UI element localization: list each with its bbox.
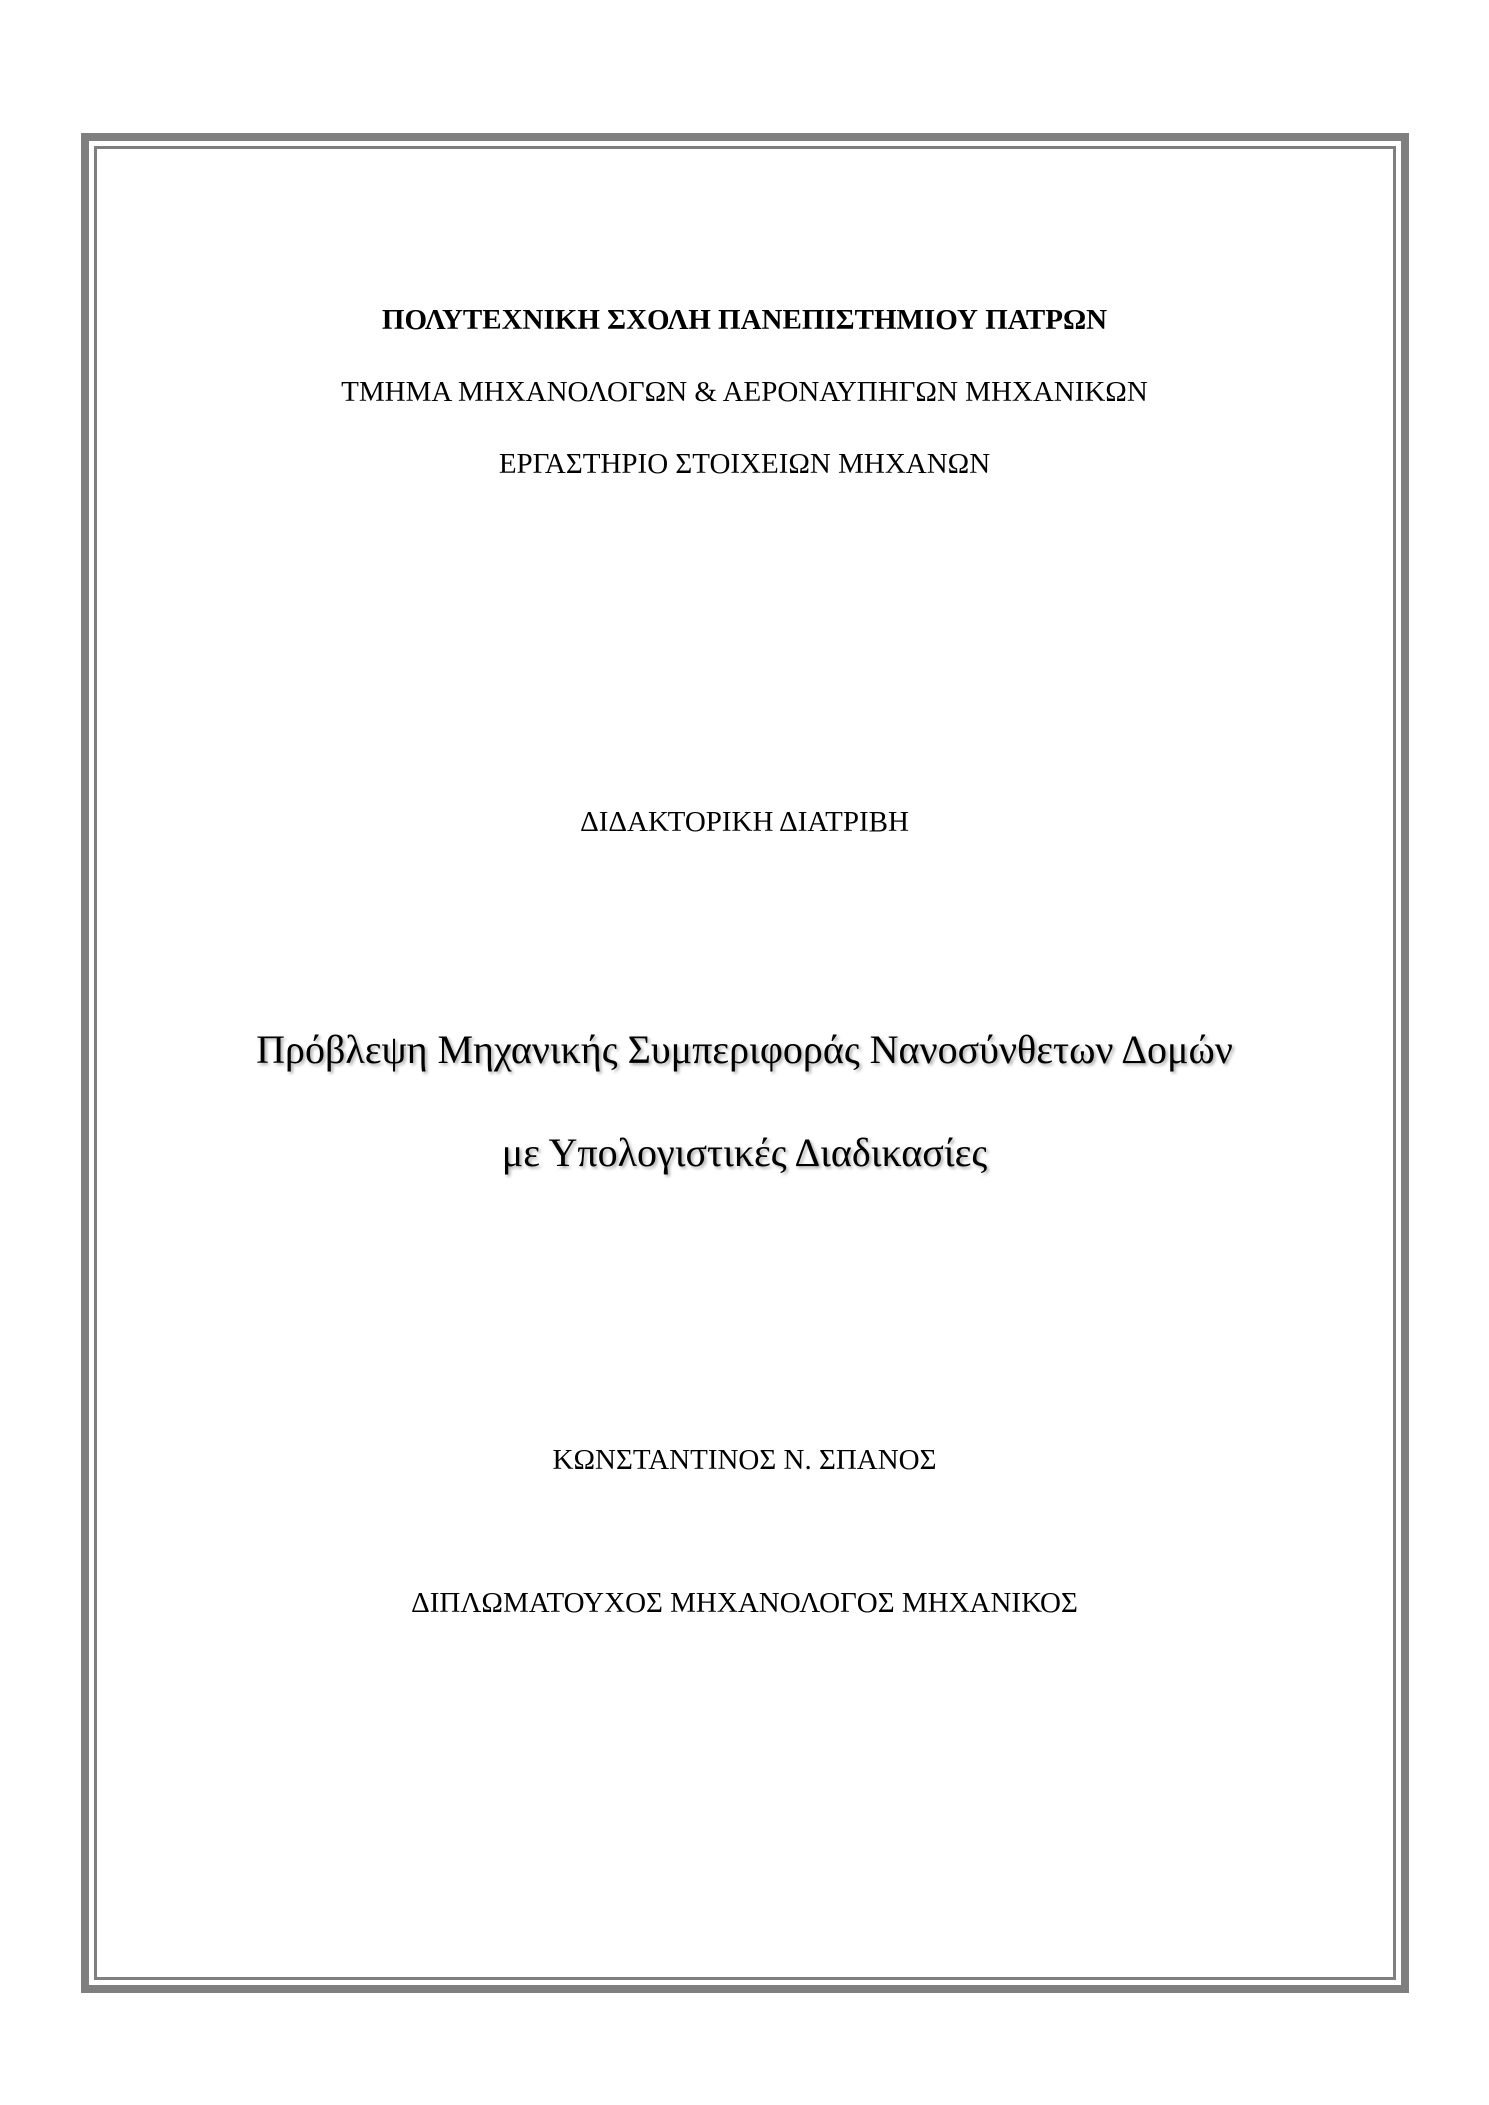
author-name: ΚΩΝΣΤΑΝΤΙΝΟΣ Ν. ΣΠΑΝΟΣ xyxy=(552,1444,937,1476)
department-name: ΤΜΗΜΑ ΜΗΧΑΝΟΛΟΓΩΝ & ΑΕΡΟΝΑΥΠΗΓΩΝ ΜΗΧΑΝΙΚΩΝ xyxy=(341,376,1148,408)
author-degree: ΔΙΠΛΩΜΑΤΟΥΧΟΣ ΜΗΧΑΝΟΛΟΓΟΣ ΜΗΧΑΝΙΚΟΣ xyxy=(411,1587,1078,1619)
laboratory-name: ΕΡΓΑΣΤΗΡΙΟ ΣΤΟΙΧΕΙΩΝ ΜΗΧΑΝΩΝ xyxy=(498,448,991,480)
school-name: ΠΟΛΥΤΕΧΝΙΚΗ ΣΧΟΛΗ ΠΑΝΕΠΙΣΤΗΜΙΟΥ ΠΑΤΡΩΝ xyxy=(381,304,1108,336)
document-type: ΔΙΔΑΚΤΟΡΙΚΗ ΔΙΑΤΡΙΒΗ xyxy=(580,806,909,838)
thesis-title-line-1: Πρόβλεψη Μηχανικής Συμπεριφοράς Νανοσύνθετων Δομών xyxy=(256,1027,1233,1072)
thesis-title-line-2: με Υπολογιστικές Διαδικασίες xyxy=(501,1130,988,1175)
